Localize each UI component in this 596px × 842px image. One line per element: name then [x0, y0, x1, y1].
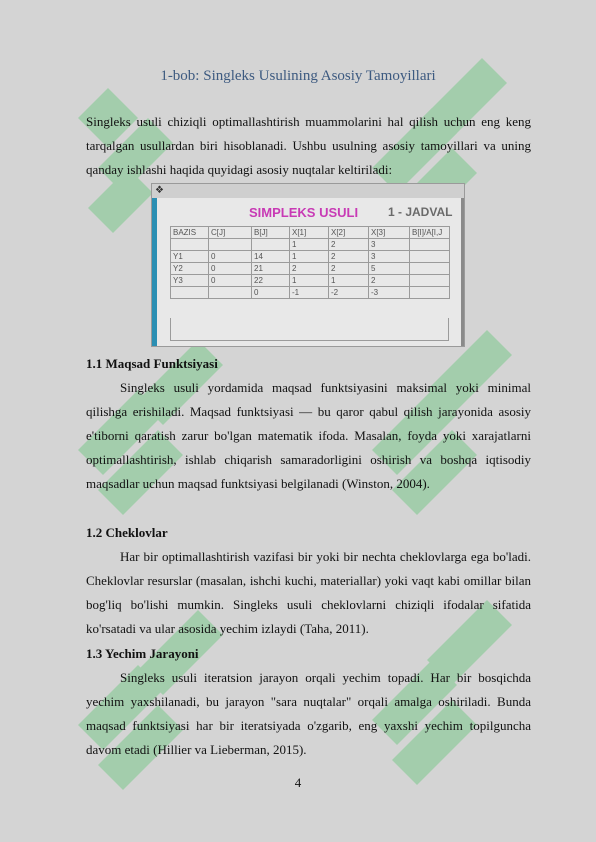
table-cell: [252, 239, 290, 251]
table-cell: Y2: [171, 263, 209, 275]
table-cell: [410, 251, 450, 263]
table-header-cell: BAZIS: [171, 227, 209, 239]
table-cell: [171, 239, 209, 251]
table-cell: 1: [329, 275, 369, 287]
table-cell: 1: [290, 251, 329, 263]
table-cell: [209, 287, 252, 299]
section-heading-2: 1.2 Cheklovlar: [86, 525, 168, 540]
table-header-cell: X[2]: [329, 227, 369, 239]
figure-right-border: [461, 198, 464, 346]
table-header-cell: B[I]/A[I,J: [410, 227, 450, 239]
table-cell: 22: [252, 275, 290, 287]
table-cell: Y3: [171, 275, 209, 287]
table-header-cell: X[3]: [369, 227, 410, 239]
table-header-cell: C[J]: [209, 227, 252, 239]
table-row: [171, 263, 450, 275]
table-cell: 3: [369, 251, 410, 263]
table-cell: [410, 287, 450, 299]
table-cell: -1: [290, 287, 329, 299]
table-cell: [209, 239, 252, 251]
page-number: 4: [294, 775, 302, 790]
table-cell: 2: [329, 263, 369, 275]
table-cell: 1: [290, 275, 329, 287]
table-header-cell: X[1]: [290, 227, 329, 239]
figure-table-label: 1 - JADVAL: [388, 205, 453, 219]
table-cell: 0: [209, 251, 252, 263]
app-icon: ❖: [155, 185, 164, 196]
table-cell: 3: [369, 239, 410, 251]
table-cell: [410, 239, 450, 251]
table-cell: 2: [329, 251, 369, 263]
table-row: [171, 239, 450, 251]
table-cell: -2: [329, 287, 369, 299]
section-heading-3: 1.3 Yechim Jarayoni: [86, 646, 199, 661]
section-text-2: Har bir optimallashtirish vazifasi bir yoki bir nechta cheklovlarga ega bo'ladi. Cheklovlar resurslar (masalan, ishchi kuchi, materiallar) yoki vaqt kabi omillar bilan bog'liq bo'lishi mumkin. Singleks usuli cheklovlarni chiziqli ifodalar sifatida ko'rsatadi va ular asosida yechim izlaydi (Taha, 2011).: [86, 549, 531, 636]
table-header-cell: B[J]: [252, 227, 290, 239]
intro-paragraph: Singleks usuli chiziqli optimallashtirish muammolarini hal qilish uchun eng keng tarqalgan usullardan biri hisoblanadi. Ushbu usulning asosiy tamoyillari va uning qanday ishlashi haqida quyidagi asosiy nuqtalar keltiriladi:: [86, 114, 531, 177]
table-cell: [171, 287, 209, 299]
simplex-table: [170, 226, 450, 299]
figure-titlebar: [152, 184, 464, 198]
table-cell: 2: [329, 239, 369, 251]
figure-left-border: [152, 198, 157, 346]
table-row: [171, 287, 450, 299]
section-text-1: Singleks usuli yordamida maqsad funktsiyasini maksimal yoki minimal qilishga erishiladi. Maqsad funktsiyasi — bu qaror qabul qilish jarayonida asosiy e'tiborni qaratish zarur bo'lgan matematik ifoda. Masalan, foyda yoki xarajatlarni optimallashtirish, ishlab chiqarish samaradorligini oshirish va boshqa iqtisodiy maqsadlar uchun maqsad funktsiyasi belgilanadi (Winston, 2004).: [86, 380, 531, 491]
table-row: [171, 251, 450, 263]
table-header-row: [171, 227, 450, 239]
table-cell: 0: [209, 275, 252, 287]
table-cell: [410, 275, 450, 287]
table-cell: 0: [252, 287, 290, 299]
table-cell: 0: [209, 263, 252, 275]
table-cell: -3: [369, 287, 410, 299]
table-cell: Y1: [171, 251, 209, 263]
table-empty-area: [170, 318, 449, 341]
section-text-3: Singleks usuli iteratsion jarayon orqali yechim topadi. Har bir bosqichda yechim yaxshilanadi, bu jarayon "sara nuqtalar" orqali amalga oshiriladi. Bunda maqsad funktsiyasi har bir iteratsiyada o'zgarib, eng yaxshi yechim topilguncha davom etadi (Hillier va Lieberman, 2015).: [86, 670, 531, 757]
table-cell: 1: [290, 239, 329, 251]
table-cell: [410, 263, 450, 275]
table-cell: 2: [369, 275, 410, 287]
section-heading-1: 1.1 Maqsad Funktsiyasi: [86, 356, 218, 371]
simplex-table-figure: [151, 183, 465, 347]
table-row: [171, 275, 450, 287]
table-cell: 14: [252, 251, 290, 263]
page-title: 1-bob: Singleks Usulining Asosiy Tamoyillari: [160, 68, 436, 84]
table-cell: 2: [290, 263, 329, 275]
table-cell: 21: [252, 263, 290, 275]
table-cell: 5: [369, 263, 410, 275]
figure-heading: SIMPLEKS USULI: [249, 205, 359, 220]
